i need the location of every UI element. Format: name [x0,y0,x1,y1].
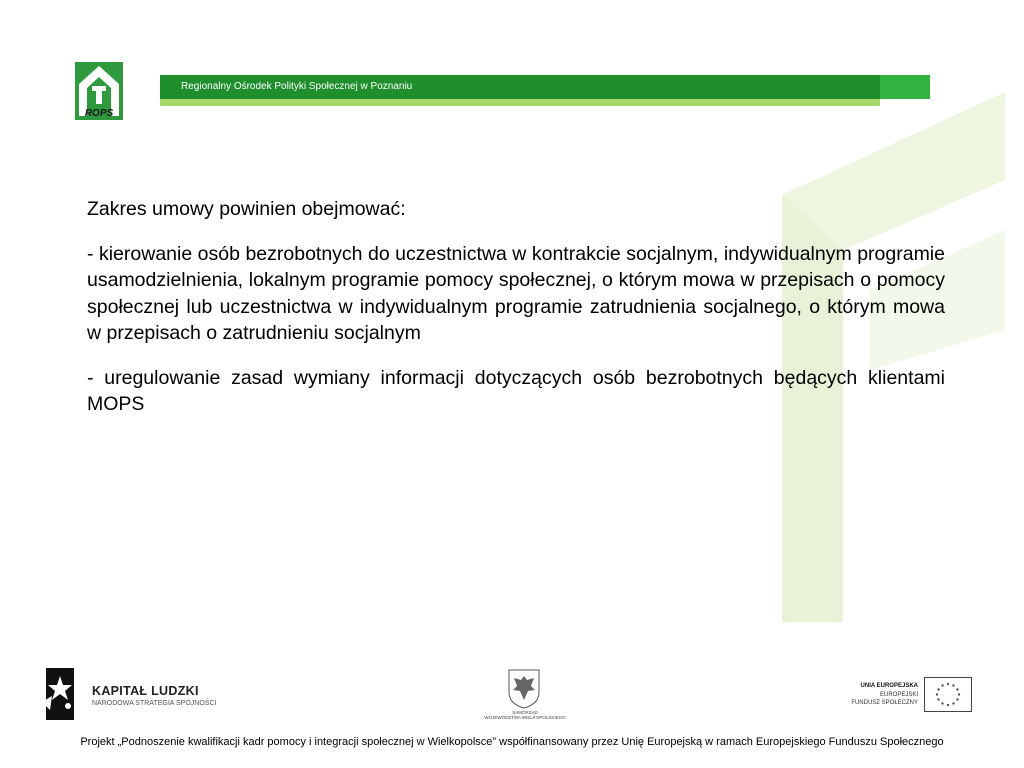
kapital-ludzki-icon [42,666,78,722]
eu-flag-icon [924,677,972,712]
paragraph-1: - kierowanie osób bezrobotnych do uczestnictwa w kontrakcie socjalnym, indywidualnym programie usamodzielnienia, lokalnym programie pomocy społecznej, o którym mowa w przepisach o pomocy społecznej lub uczestnictwa w indywidualnym programie zatrudnienia socjalnego, o którym mowa w przepisach o zatrudnieniu socjalnym [87,242,945,344]
header-title: Regionalny Ośrodek Polityki Społecznej w Poznaniu [181,81,413,92]
rops-house-icon [75,62,123,120]
slide-content [87,196,945,436]
project-footer-text: Projekt „Podnoszenie kwalifikacji kadr pomocy i integracji społecznej w Wielkopolsce” współfinansowany przez Unię Europejską w ramach Europejskiego Funduszu Społecznego [80,736,944,748]
eagle-crest-icon [507,668,541,710]
rops-logo-text: ROPS [84,108,114,119]
footer-logos [0,660,1024,730]
eu-line2: EUROPEJSKI [879,692,918,698]
kapital-ludzki-subtitle: NARODOWA STRATEGIA SPÓJNOŚCI [92,700,217,707]
eu-line3: FUNDUSZ SPOŁECZNY [851,700,918,706]
samorzad-line2: WOJEWÓDZTWA WIELKOPOLSKIEGO [484,715,566,720]
header-bar-cap [880,75,930,99]
paragraph-2: - uregulowanie zasad wymiany informacji dotyczących osób bezrobotnych będących klientami MOPS [87,366,945,415]
slide-heading: Zakres umowy powinien obejmować: [87,198,406,220]
kapital-ludzki-title: KAPITAŁ LUDZKI [92,684,199,698]
samorzad-line1: SAMORZĄD [512,710,538,715]
eu-line1: UNIA EUROPEJSKA [860,683,918,689]
header-underline [160,99,880,106]
